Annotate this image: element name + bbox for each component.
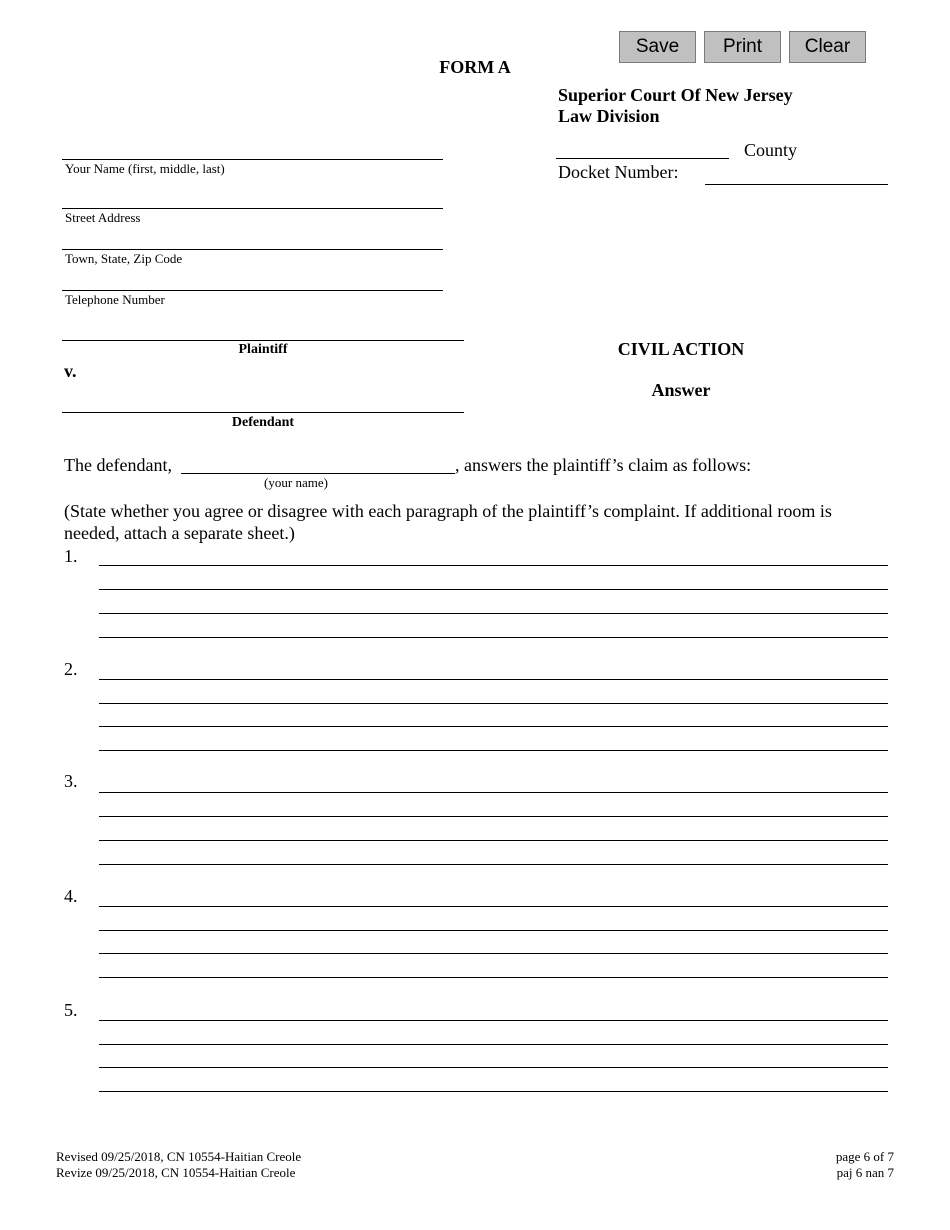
telephone-label: Telephone Number [65, 292, 165, 307]
county-label: County [744, 140, 798, 160]
court-division: Law Division [558, 106, 660, 126]
paragraph-1-line-4[interactable] [99, 616, 888, 638]
paragraph-4-line-2[interactable] [99, 909, 888, 931]
defendant-sentence-end: , answers the plaintiff’s claim as follows: [455, 455, 752, 475]
court-name: Superior Court Of New Jersey [558, 85, 793, 105]
defendant-sentence-start: The defendant, [64, 455, 172, 475]
paragraph-1-line-3[interactable] [99, 592, 888, 614]
save-button[interactable]: Save [619, 31, 696, 63]
paragraph-3-line-3[interactable] [99, 819, 888, 841]
paragraph-number: 4. [64, 886, 78, 906]
paragraph-2-line-3[interactable] [99, 705, 888, 727]
footer-page-creole: paj 6 nan 7 [836, 1165, 894, 1180]
instructions-text: (State whether you agree or disagree with each paragraph of the plaintiff’s complaint. If additional room is needed, attach a separate sheet.) [64, 501, 832, 543]
versus-label: v. [64, 361, 77, 381]
footer-page-english: page 6 of 7 [835, 1149, 894, 1164]
paragraph-2-line-4[interactable] [99, 729, 888, 751]
paragraph-5-line-1[interactable] [99, 999, 888, 1021]
paragraph-number: 1. [64, 546, 78, 566]
paragraph-5-line-2[interactable] [99, 1023, 888, 1045]
paragraph-number: 2. [64, 659, 78, 679]
defendant-input[interactable] [62, 390, 464, 413]
paragraph-5-line-3[interactable] [99, 1046, 888, 1068]
street-address-input[interactable] [62, 187, 443, 209]
paragraph-4-line-4[interactable] [99, 956, 888, 978]
paragraph-1-line-2[interactable] [99, 568, 888, 590]
paragraph-number: 3. [64, 771, 78, 791]
town-state-zip-input[interactable] [62, 228, 443, 250]
town-state-zip-label: Town, State, Zip Code [65, 251, 183, 266]
paragraph-2-line-2[interactable] [99, 682, 888, 704]
civil-action-heading: CIVIL ACTION [617, 339, 745, 359]
paragraph-3-line-4[interactable] [99, 843, 888, 865]
print-button[interactable]: Print [704, 31, 781, 63]
paragraph-3-line-1[interactable] [99, 771, 888, 793]
clear-button[interactable]: Clear [789, 31, 866, 63]
your-name-input[interactable] [62, 138, 443, 160]
docket-label: Docket Number: [558, 162, 679, 182]
your-name-label: Your Name (first, middle, last) [65, 161, 225, 176]
docket-number-input[interactable] [705, 164, 888, 185]
paragraph-2-line-1[interactable] [99, 658, 888, 680]
paragraph-5-line-4[interactable] [99, 1070, 888, 1092]
county-input[interactable] [556, 139, 729, 159]
your-name-hint: (your name) [264, 475, 328, 490]
form-title: FORM A [439, 57, 511, 77]
paragraph-number: 5. [64, 1000, 78, 1020]
plaintiff-label: Plaintiff [238, 342, 288, 357]
defendant-name-input[interactable] [181, 453, 455, 474]
footer-revised-english: Revised 09/25/2018, CN 10554-Haitian Creole [56, 1149, 302, 1164]
paragraph-4-line-1[interactable] [99, 885, 888, 907]
paragraph-4-line-3[interactable] [99, 932, 888, 954]
telephone-input[interactable] [62, 269, 443, 291]
street-address-label: Street Address [65, 210, 141, 225]
footer-revised-creole: Revize 09/25/2018, CN 10554-Haitian Creole [56, 1165, 296, 1180]
answer-heading: Answer [651, 380, 711, 400]
plaintiff-input[interactable] [62, 318, 464, 341]
paragraph-3-line-2[interactable] [99, 795, 888, 817]
paragraph-1-line-1[interactable] [99, 544, 888, 566]
defendant-label: Defendant [231, 415, 295, 430]
